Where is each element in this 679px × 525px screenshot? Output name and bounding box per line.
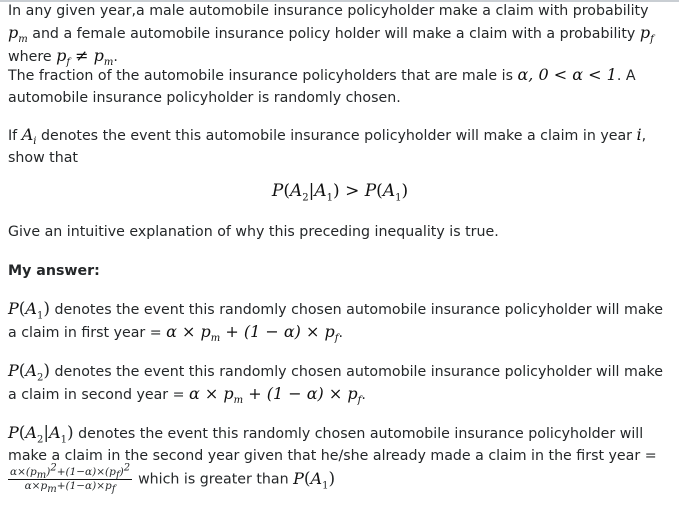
answer-paragraph-3: $P(A_2|A_1)$ denotes the event this randomly chosen automobile insurance policyholder will make a claim in the second year given that he/she already made a claim in the first year = (8, 423, 657, 464)
math-pm: $p_m$ (8, 23, 28, 46)
math-alpha-range: α, 0 < α < 1 (517, 65, 617, 84)
answer-paragraph-2: $P(A_2)$ denotes the event this randomly chosen automobile insurance policyholder will make a claim in second year = $\alpha \times p_m + (1 - \alpha) \times p_f$. (8, 361, 663, 407)
display-inequality: $P(A_2|A_1) > P(A_1)$ (271, 181, 409, 204)
math-a1-expression: $\alpha \times p_m + (1 - \alpha) \times p_f$ (166, 322, 339, 345)
math-pf: $p_f$ (639, 23, 654, 46)
math-p-a2-given-a1: $P(A_2|A_1)$ (8, 423, 74, 446)
math-p-a1-final: $P(A_1)$ (293, 468, 336, 491)
answer-fraction-line: $\frac{\alpha\times(p_m)^2+(1-\alpha)\times(p_f)^2}{\alpha\times p_m+(1-\alpha)\times p_f}$ which is greater than $P(A_1)$ (10, 462, 336, 496)
fraction-numerator: $\alpha\times(p_m)^2+(1-\alpha)\times(p_f)^2$ (10, 462, 131, 482)
answer-heading: My answer: (8, 263, 100, 279)
fraction-denominator: $\alpha\times p_m+(1-\alpha)\times p_f$ (24, 480, 116, 496)
problem-paragraph-4: Give an intuitive explanation of why this preceding inequality is true. (8, 224, 499, 240)
conditional-probability-fraction (8, 462, 132, 496)
math-p-a2: $P(A_2)$ (8, 361, 50, 384)
math-ai: $A_i$ (21, 125, 37, 148)
answer-paragraph-1: $P(A_1)$ denotes the event this randomly chosen automobile insurance policyholder will make a claim in first year = $\alpha \times p_m + (1 - \alpha) \times p_f$. (8, 299, 663, 345)
math-pf-neq-pm: $p_f \ne p_m$ (56, 46, 114, 69)
math-a2-expression: $\alpha \times p_m + (1 - \alpha) \times p_f$ (189, 384, 362, 407)
problem-paragraph-1: In any given year,a male automobile insurance policyholder make a claim with probability $p_m$ and a female automobile insurance policy holder will make a claim with a probability $p_f$ where $p_f \ne p_m$. (8, 3, 654, 69)
math-p-a1: $P(A_1)$ (8, 299, 50, 322)
problem-paragraph-2: The fraction of the automobile insurance policyholders that are male is α, 0 < α < 1. A automobile insurance policyholder is randomly chosen. (8, 65, 636, 106)
problem-paragraph-3: If $A_i$ denotes the event this automobile insurance policyholder will make a claim in year i, show that (8, 125, 647, 166)
math-i: i (636, 125, 642, 144)
